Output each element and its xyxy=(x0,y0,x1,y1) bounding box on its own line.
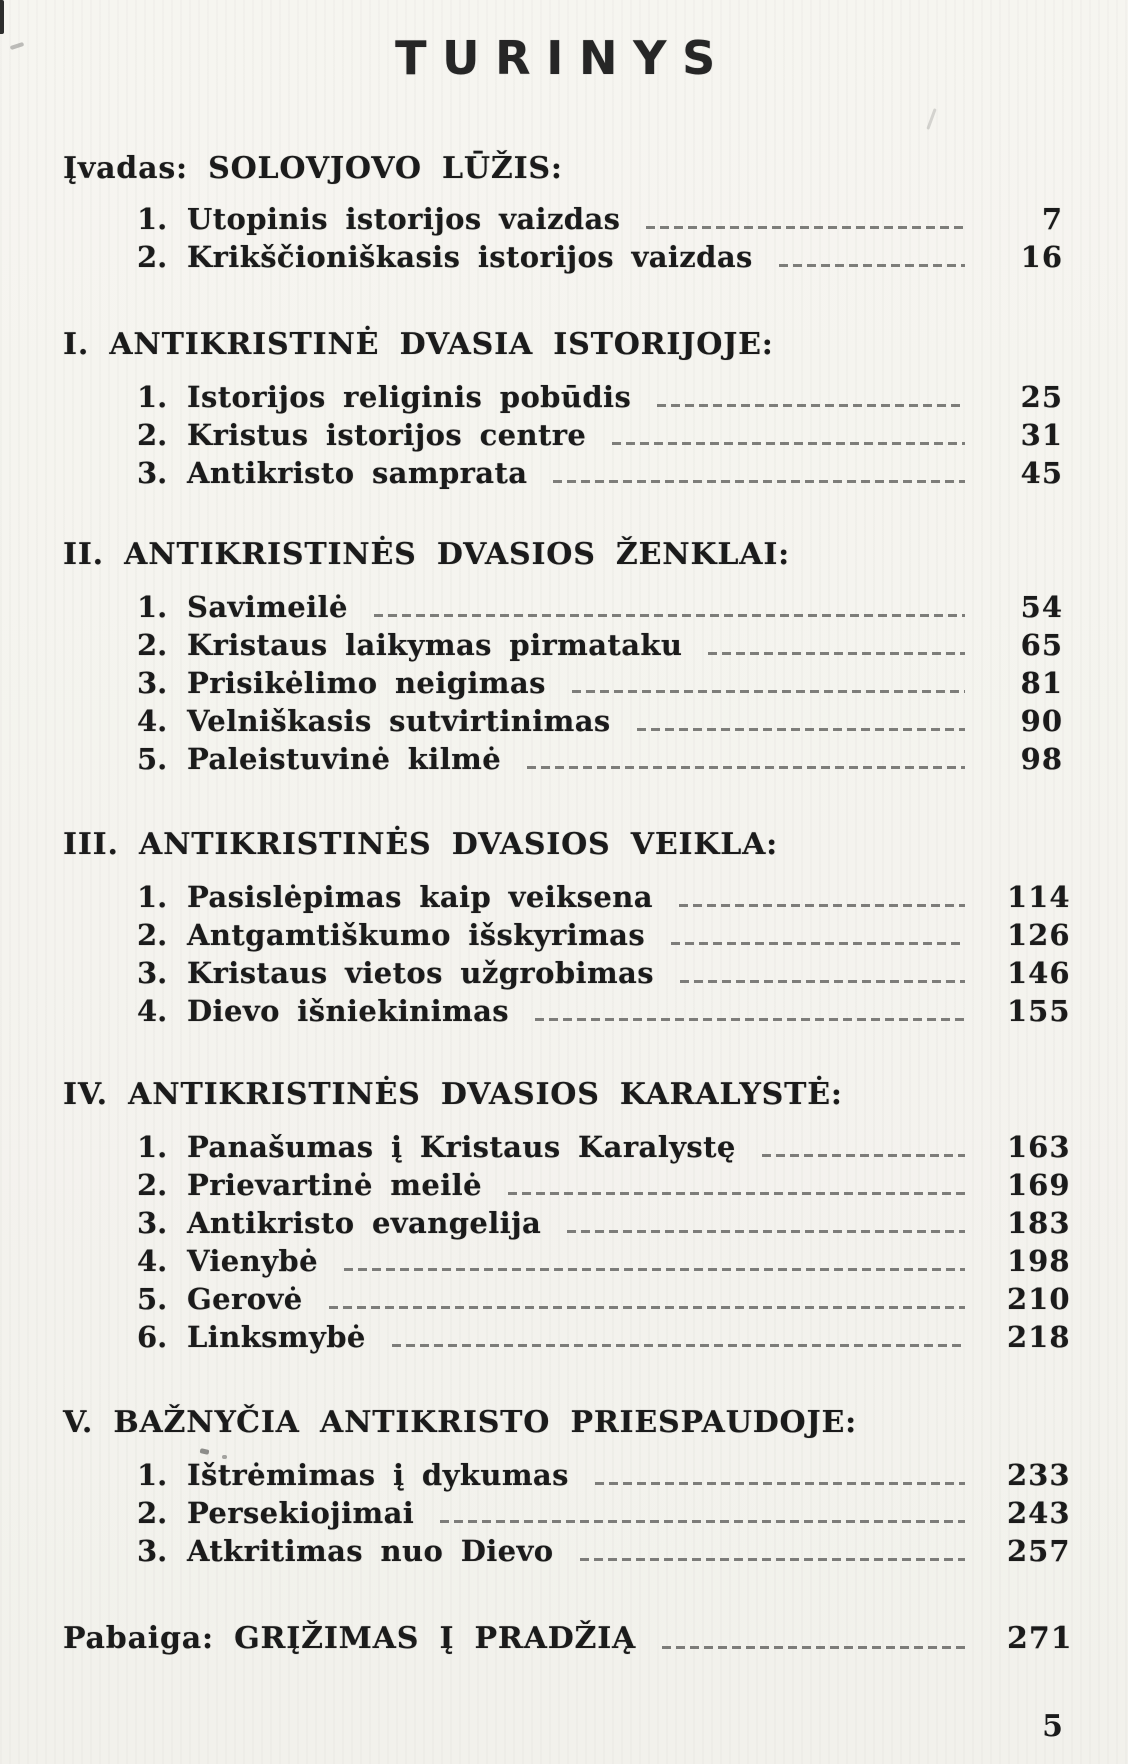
toc-entry xyxy=(137,878,1071,916)
entry-page-number: 65 xyxy=(1020,628,1063,662)
section-heading: II. ANTIKRISTINĖS DVASIOS ŽENKLAI: xyxy=(63,537,791,572)
entry-number: 2. xyxy=(137,1496,168,1530)
entry-page-number: 90 xyxy=(1020,704,1063,738)
dot-leader xyxy=(344,1268,965,1271)
toc-entries xyxy=(63,1128,1071,1356)
entry-number: 5. xyxy=(137,742,168,776)
dot-leader xyxy=(646,226,965,229)
entry-number: 1. xyxy=(137,590,168,624)
entry-title: Prievartinė meilė xyxy=(187,1168,482,1202)
toc-section xyxy=(63,328,1063,492)
entry-number: 2. xyxy=(137,240,168,274)
dot-leader xyxy=(762,1154,965,1157)
page-number: 5 xyxy=(1042,1709,1063,1744)
toc-entry xyxy=(137,626,1063,664)
entry-title: Kristus istorijos centre xyxy=(187,418,587,452)
section-heading: III. ANTIKRISTINĖS DVASIOS VEIKLA: xyxy=(63,827,779,862)
entry-page-number: 243 xyxy=(1007,1496,1071,1530)
entry-page-number: 233 xyxy=(1007,1458,1071,1492)
toc-section xyxy=(63,538,1063,778)
entry-page-number: 218 xyxy=(1007,1320,1071,1354)
toc-entry xyxy=(137,378,1063,416)
dot-leader xyxy=(553,480,965,483)
toc-entry xyxy=(137,916,1071,954)
entry-page-number: 271 xyxy=(1007,1621,1073,1656)
toc-entry xyxy=(137,992,1071,1030)
entry-number: 4. xyxy=(137,994,168,1028)
dot-leader xyxy=(662,1646,965,1649)
scan-artifact-smudge xyxy=(10,42,25,50)
entry-page-number: 54 xyxy=(1020,590,1063,624)
dot-leader xyxy=(680,980,965,983)
toc-entry xyxy=(137,588,1063,626)
toc-sections xyxy=(63,151,1073,1658)
entry-number: 2. xyxy=(137,628,168,662)
entry-title: Dievo išniekinimas xyxy=(187,994,510,1028)
entry-page-number: 146 xyxy=(1007,956,1071,990)
entry-title: Vienybė xyxy=(187,1244,318,1278)
section-heading: Įvadas: SOLOVJOVO LŪŽIS: xyxy=(63,151,563,186)
entry-title: Linksmybė xyxy=(187,1320,366,1354)
toc-entries xyxy=(63,1456,1071,1570)
entry-number: 5. xyxy=(137,1282,168,1316)
dot-leader xyxy=(329,1306,965,1309)
page-title: TURINYS xyxy=(395,31,731,85)
entry-page-number: 257 xyxy=(1007,1534,1071,1568)
toc-section xyxy=(63,1405,1071,1570)
entry-number: 3. xyxy=(137,1534,168,1568)
entry-number: 3. xyxy=(137,956,168,990)
dot-leader xyxy=(657,404,965,407)
entry-page-number: 198 xyxy=(1007,1244,1071,1278)
toc-section xyxy=(63,1620,1073,1658)
entry-page-number: 155 xyxy=(1007,994,1071,1028)
entry-number: 6. xyxy=(137,1320,168,1354)
toc-entry xyxy=(137,1166,1071,1204)
entry-title: Pasislėpimas kaip veiksena xyxy=(187,880,653,914)
section-heading: V. BAŽNYČIA ANTIKRISTO PRIESPAUDOJE: xyxy=(63,1405,858,1440)
toc-entry xyxy=(137,702,1063,740)
entry-number: 1. xyxy=(137,880,168,914)
entry-page-number: 210 xyxy=(1007,1282,1071,1316)
entry-title: Velniškasis sutvirtinimas xyxy=(187,704,611,738)
dot-leader xyxy=(708,652,965,655)
entry-number: 1. xyxy=(137,1130,168,1164)
entry-title: Savimeilė xyxy=(187,590,348,624)
toc-entry xyxy=(137,416,1063,454)
dot-leader xyxy=(567,1230,965,1233)
dot-leader xyxy=(572,690,965,693)
entry-page-number: 31 xyxy=(1020,418,1063,452)
entry-number: 1. xyxy=(137,1458,168,1492)
scan-artifact-edge xyxy=(0,0,4,34)
entry-number: 3. xyxy=(137,666,168,700)
entry-title: Prisikėlimo neigimas xyxy=(187,666,546,700)
dot-leader xyxy=(535,1018,965,1021)
entry-title: Kristaus vietos užgrobimas xyxy=(187,956,654,990)
toc-entry xyxy=(137,200,1063,238)
entry-title: Antikristo evangelija xyxy=(187,1206,542,1240)
toc-entries xyxy=(63,588,1063,778)
dot-leader xyxy=(679,904,965,907)
entry-number: 2. xyxy=(137,1168,168,1202)
toc-entries xyxy=(63,878,1071,1030)
toc-entry xyxy=(137,740,1063,778)
dot-leader xyxy=(637,728,965,731)
entry-title: Krikščioniškasis istorijos vaizdas xyxy=(187,240,753,274)
entry-title: Ištrėmimas į dykumas xyxy=(187,1458,569,1492)
entry-page-number: 126 xyxy=(1007,918,1071,952)
toc-ending-row xyxy=(63,1620,1073,1658)
toc-entry xyxy=(137,1242,1071,1280)
entry-page-number: 98 xyxy=(1020,742,1063,776)
entry-page-number: 163 xyxy=(1007,1130,1071,1164)
dot-leader xyxy=(374,614,965,617)
section-heading: IV. ANTIKRISTINĖS DVASIOS KARALYSTĖ: xyxy=(63,1077,843,1112)
entry-title: Persekiojimai xyxy=(187,1496,415,1530)
entry-title: Utopinis istorijos vaizdas xyxy=(187,202,621,236)
entry-number: 3. xyxy=(137,456,168,490)
entry-number: 2. xyxy=(137,418,168,452)
toc-entry xyxy=(137,1494,1071,1532)
entry-number: 4. xyxy=(137,1244,168,1278)
entry-page-number: 16 xyxy=(1020,240,1063,274)
scan-artifact-smudge xyxy=(926,108,936,130)
entry-number: 1. xyxy=(137,202,168,236)
dot-leader xyxy=(392,1344,965,1347)
entry-page-number: 45 xyxy=(1020,456,1063,490)
toc-section xyxy=(63,1077,1071,1356)
entry-page-number: 81 xyxy=(1020,666,1063,700)
entry-number: 2. xyxy=(137,918,168,952)
dot-leader xyxy=(580,1558,965,1561)
entry-title: Antikristo samprata xyxy=(187,456,528,490)
section-heading: I. ANTIKRISTINĖ DVASIA ISTORIJOJE: xyxy=(63,327,774,362)
entry-number: 4. xyxy=(137,704,168,738)
toc-entry xyxy=(137,1128,1071,1166)
entry-title: Gerovė xyxy=(187,1282,303,1316)
toc-entry xyxy=(137,454,1063,492)
toc-entry xyxy=(137,954,1071,992)
toc-entry xyxy=(137,664,1063,702)
dot-leader xyxy=(508,1192,965,1195)
entry-page-number: 114 xyxy=(1007,880,1071,914)
toc-entries xyxy=(63,200,1063,276)
dot-leader xyxy=(440,1520,965,1523)
toc-entry xyxy=(137,238,1063,276)
entry-number: 1. xyxy=(137,380,168,414)
entry-number: 3. xyxy=(137,1206,168,1240)
entry-title: Antgamtiškumo išskyrimas xyxy=(187,918,646,952)
section-heading: Pabaiga: GRĮŽIMAS Į PRADŽIĄ xyxy=(63,1621,637,1656)
entry-page-number: 183 xyxy=(1007,1206,1071,1240)
toc-entry xyxy=(137,1280,1071,1318)
toc-entry xyxy=(137,1456,1071,1494)
entry-title: Panašumas į Kristaus Karalystę xyxy=(187,1130,736,1164)
toc-section xyxy=(63,827,1071,1030)
entry-title: Istorijos religinis pobūdis xyxy=(187,380,632,414)
toc-section xyxy=(63,152,1063,276)
dot-leader xyxy=(612,442,965,445)
toc-entry xyxy=(137,1318,1071,1356)
entry-title: Atkritimas nuo Dievo xyxy=(187,1534,554,1568)
dot-leader xyxy=(595,1482,965,1485)
scan-artifact-smudge xyxy=(222,1455,227,1459)
entry-page-number: 7 xyxy=(1041,202,1063,236)
dot-leader xyxy=(671,942,965,945)
toc-entries xyxy=(63,378,1063,492)
entry-page-number: 169 xyxy=(1007,1168,1071,1202)
toc-entry xyxy=(137,1532,1071,1570)
entry-title: Kristaus laikymas pirmataku xyxy=(187,628,683,662)
dot-leader xyxy=(779,264,965,267)
toc-entry xyxy=(137,1204,1071,1242)
entry-title: Paleistuvinė kilmė xyxy=(187,742,502,776)
dot-leader xyxy=(527,766,965,769)
entry-page-number: 25 xyxy=(1020,380,1063,414)
